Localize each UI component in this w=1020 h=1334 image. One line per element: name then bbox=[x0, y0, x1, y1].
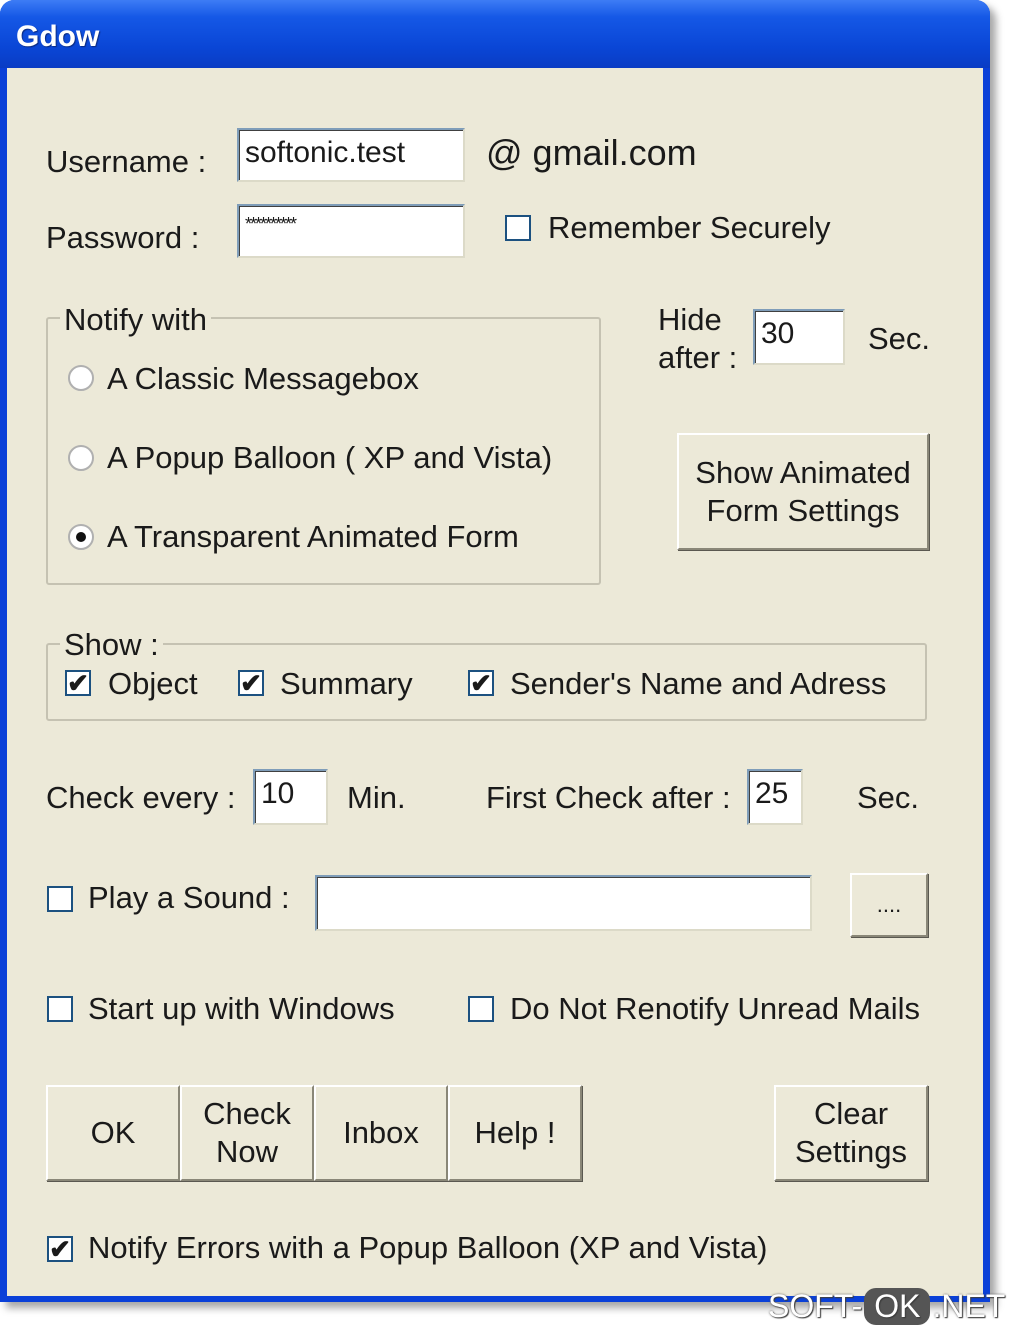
object-check-icon: ✔ bbox=[67, 668, 89, 698]
check-every-input[interactable]: 10 bbox=[253, 769, 328, 825]
renotify-checkbox[interactable] bbox=[468, 996, 494, 1022]
domain-label: @ gmail.com bbox=[486, 132, 697, 173]
hide-label-line1: Hide bbox=[658, 302, 722, 337]
show-sender-checkbox[interactable] bbox=[468, 670, 494, 696]
show-object-label: Object bbox=[108, 666, 198, 701]
radio-label-classic: A Classic Messagebox bbox=[107, 361, 419, 396]
radio-label-balloon: A Popup Balloon ( XP and Vista) bbox=[107, 440, 553, 475]
show-summary-checkbox[interactable] bbox=[238, 670, 264, 696]
inbox-button[interactable]: Inbox bbox=[314, 1085, 448, 1181]
sound-path-input[interactable] bbox=[315, 875, 812, 931]
play-sound-checkbox[interactable] bbox=[47, 886, 73, 912]
help-button[interactable]: Help ! bbox=[448, 1085, 582, 1181]
radio-label-animated: A Transparent Animated Form bbox=[107, 519, 519, 554]
animated-settings-button[interactable]: Show Animated Form Settings bbox=[677, 433, 929, 550]
check-every-label: Check every : bbox=[46, 780, 236, 815]
radio-popup-balloon[interactable] bbox=[68, 445, 94, 471]
show-object-checkbox[interactable] bbox=[65, 670, 91, 696]
notify-errors-checkbox[interactable] bbox=[47, 1236, 73, 1262]
play-sound-label: Play a Sound : bbox=[88, 880, 290, 915]
check-every-unit: Min. bbox=[347, 780, 406, 815]
ok-button[interactable]: OK bbox=[46, 1085, 180, 1181]
startup-label: Start up with Windows bbox=[88, 991, 395, 1026]
show-group-title: Show : bbox=[60, 627, 163, 663]
first-check-label: First Check after : bbox=[486, 780, 731, 815]
password-label: Password : bbox=[46, 220, 200, 255]
errors-check-icon: ✔ bbox=[49, 1234, 71, 1264]
sender-check-icon: ✔ bbox=[470, 668, 492, 698]
radio-animated-form[interactable] bbox=[68, 524, 94, 550]
remember-checkbox[interactable] bbox=[505, 215, 531, 241]
remember-label: Remember Securely bbox=[548, 210, 831, 245]
dialog-body bbox=[7, 68, 983, 1296]
hide-unit: Sec. bbox=[868, 321, 931, 356]
radio-classic-messagebox[interactable] bbox=[68, 365, 94, 391]
watermark-middle: OK bbox=[864, 1288, 930, 1325]
hide-seconds-input[interactable]: 30 bbox=[753, 309, 845, 365]
notify-group-title: Notify with bbox=[60, 302, 211, 338]
show-summary-label: Summary bbox=[280, 666, 413, 701]
window-title: Gdow bbox=[16, 20, 100, 53]
renotify-label: Do Not Renotify Unread Mails bbox=[510, 991, 921, 1026]
browse-sound-button[interactable]: .... bbox=[850, 873, 928, 937]
username-input[interactable]: softonic.test bbox=[237, 128, 465, 182]
clear-settings-button[interactable]: Clear Settings bbox=[774, 1085, 928, 1181]
watermark-left: SOFT- bbox=[768, 1288, 863, 1324]
summary-check-icon: ✔ bbox=[240, 668, 262, 698]
password-input[interactable]: ********** bbox=[237, 204, 465, 258]
watermark bbox=[768, 1288, 1005, 1325]
notify-errors-label: Notify Errors with a Popup Balloon (XP and Vista) bbox=[88, 1230, 768, 1265]
watermark-right: .NET bbox=[932, 1288, 1006, 1324]
first-check-input[interactable]: 25 bbox=[747, 769, 803, 825]
show-sender-label: Sender's Name and Adress bbox=[510, 666, 887, 701]
hide-label-line2: after : bbox=[658, 340, 738, 375]
check-now-button[interactable]: Check Now bbox=[180, 1085, 314, 1181]
startup-checkbox[interactable] bbox=[47, 996, 73, 1022]
title-bar[interactable] bbox=[0, 0, 990, 68]
username-label: Username : bbox=[46, 144, 207, 179]
first-check-unit: Sec. bbox=[857, 780, 920, 815]
